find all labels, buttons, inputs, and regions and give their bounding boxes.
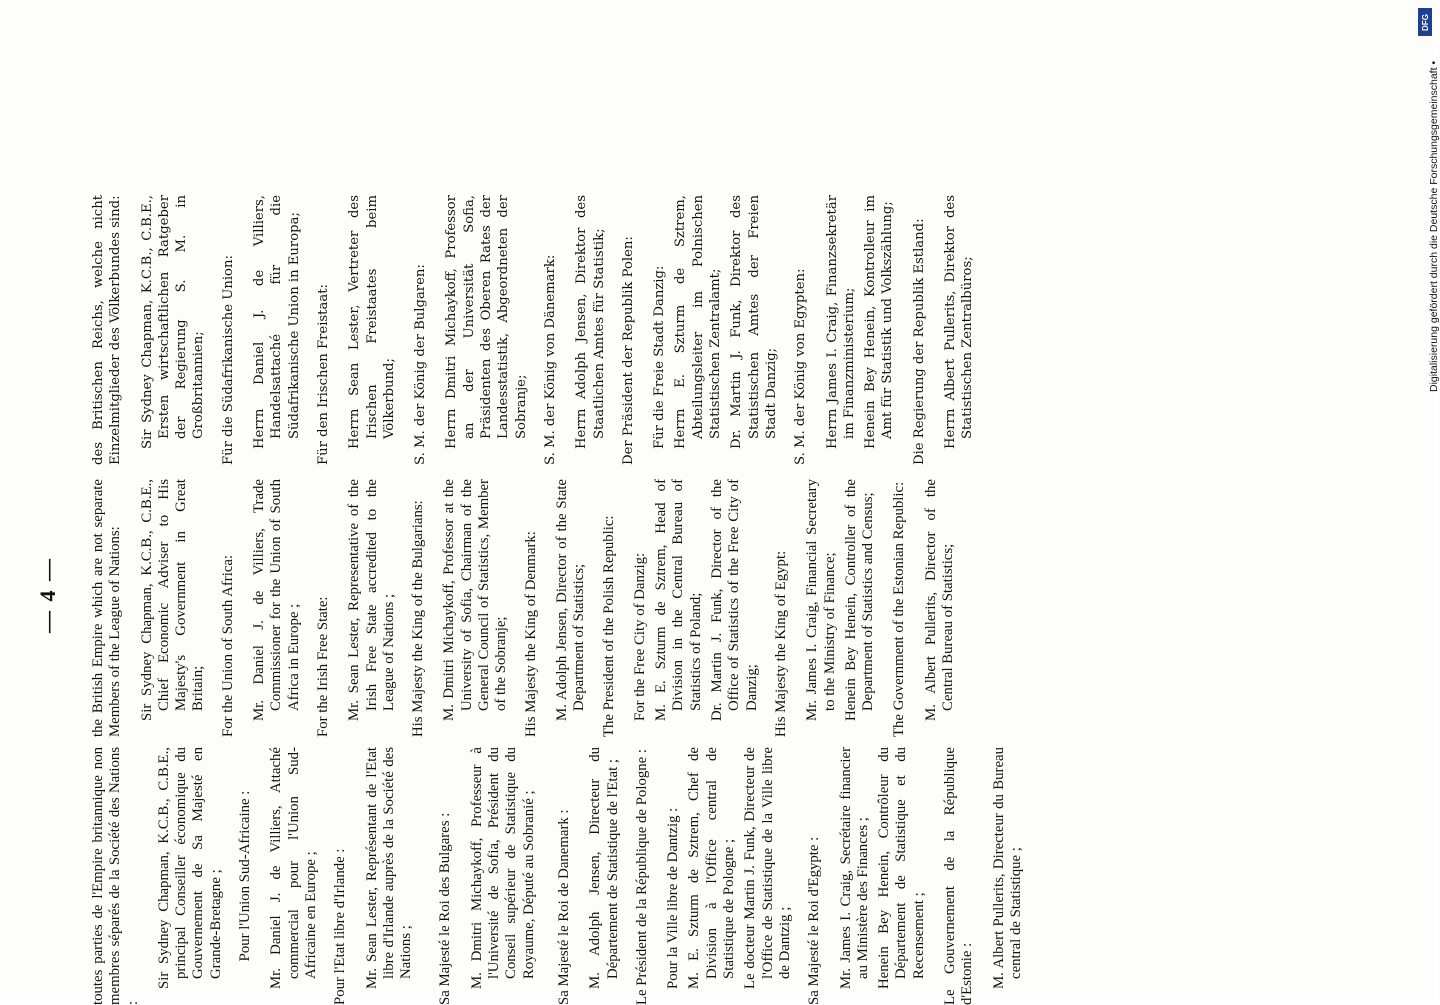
en-heading-danzig: For the Free City of Danzig: [631, 552, 648, 721]
en-villiers: Mr. Daniel J. de Villiers, Trade Commissioner for the Union of South Africa in Europe ; [251, 479, 302, 721]
en-michaykoff: M. Dmitri Michaykoff, Professor at the University of Sofia, Chairman of the General Council of Statistics, Member of the Sobranje; [441, 479, 510, 721]
document-page [35, 185, 1190, 1005]
en-heading-egypt: His Majesty the King of Egypt: [772, 550, 789, 737]
fr-szturm: M. E. Szturm de Sztrem, Chef de Division à l'Office central de Statistique de Pologne ; [686, 747, 738, 989]
en-craig: Mr. James I. Craig, Financial Secretary to the Ministry of Finance; [804, 479, 838, 721]
de-heading-danzig: Für die Freie Stadt Danzig: [652, 265, 668, 449]
en-heading-estonia: The Government of the Estonian Republic: [891, 481, 908, 737]
fr-intro: toutes parties de l'Empire britannique non membres séparés de la Société des Nations : [90, 747, 141, 1005]
de-heading-ireland: Für den Irischen Freistaat: [315, 284, 331, 465]
de-lester: Herrn Sean Lester, Vertreter des Irischen Freistaates beim Völkerbund; [347, 195, 397, 449]
en-szturm: M. E. Szturm de Sztrem, Head of Division in the Central Bureau of Statistics of Poland; [653, 479, 704, 721]
digitization-credit: Digitalisierung gefördert durch die Deutsche Forschungsgemeinschaft • [1428, 60, 1440, 392]
de-heading-egypt: S. M. der König von Egypten: [793, 268, 809, 465]
fr-craig: Mr. James I. Craig, Secrétaire financier au Ministère des Finances ; [837, 747, 871, 989]
de-szturm: Herrn E. Szturm de Sztrem, Abteilungsleiter im Polnischen Statistischen Zentralamt; [673, 195, 724, 449]
fr-heading-bulgaria: Sa Majesté le Roi des Bulgares : [437, 812, 454, 1005]
fr-funk: Le docteur Martin J. Funk, Directeur de l'Office de Statistique de la Ville libre de Dantzig ; [742, 747, 793, 989]
fr-heading-south-africa: Pour l'Union Sud-Africaine : [237, 790, 254, 962]
fr-heading-poland: Le Président de la République de Pologne : [633, 748, 650, 1005]
en-heading-poland: The President of the Polish Republic: [600, 515, 617, 737]
fr-michaykoff: M. Dmitri Michaykoff, Professeur à l'Université de Sofia, Président du Conseil supérieur de Statistique du Royaume, Député au Sobranié ; [468, 747, 537, 989]
en-heading-ireland: For the Irish Free State: [314, 596, 331, 737]
en-lester: Mr. Sean Lester, Representative of the Irish Free State accredited to the League of Nations ; [346, 479, 397, 721]
fr-jensen: M. Adolph Jensen, Directeur du Département de Statistique de l'Etat ; [587, 747, 621, 989]
de-heading-poland: Der Präsident der Republik Polen: [620, 236, 636, 465]
fr-heading-estonia: Le Gouvernement de la République d'Estonie : [941, 747, 976, 1005]
fr-henein: Henein Bey Henein, Contrôleur du Département de Statistique et du Recensement ; [876, 747, 927, 989]
de-henein: Henein Bey Henein, Kontrolleur im Amt für Statistik und Volkszählung; [863, 195, 896, 449]
de-funk: Dr. Martin J. Funk, Direktor des Statistischen Amtes der Freien Stadt Danzig; [729, 195, 779, 449]
en-henein: Henein Bey Henein, Controller of the Department of Statistics and Census; [842, 479, 877, 721]
de-heading-south-africa: Für die Südafrikanische Union: [220, 255, 236, 465]
en-heading-bulgaria: His Majesty the King of the Bulgarians: [410, 500, 427, 737]
fr-chapman: Sir Sydney Chapman, K.C.B., C.B.E., principal Conseiller économique du Gouvernement de Sa Majesté en Grande-Bretagne ; [155, 747, 224, 989]
de-heading-estonia: Die Regierung der Republik Estland: [911, 218, 927, 465]
fr-heading-egypt: Sa Majesté le Roi d'Egypte : [806, 836, 823, 1005]
french-column [90, 747, 1190, 1005]
dfg-logo: DFG [1418, 8, 1432, 36]
fr-heading-denmark: Sa Majesté le Roi de Danemark : [555, 809, 572, 1005]
fr-pullerits: M. Albert Pullerits, Directeur du Bureau central de Statistique ; [990, 747, 1024, 989]
de-pullerits: Herrn Albert Pullerits, Direktor des Statistischen Zentralbüros; [942, 195, 976, 449]
de-heading-denmark: S. M. der König von Dänemark: [542, 254, 558, 465]
de-chapman: Sir Sydney Chapman, K.C.B., C.B.E., Ersten wirtschaftlichen Ratgeber der Regierung S. M. in Großbritannien; [139, 195, 207, 449]
de-craig: Herrn James I. Craig, Finanzsekretär im Finanzministerium; [824, 195, 857, 449]
fr-heading-ireland: Pour l'Etat libre d'Irlande : [332, 848, 349, 1005]
de-michaykoff: Herrn Dmitri Michaykoff, Professor an der Universität Sofia, Präsidenten des Oberen Rates der Landesstatistik, Abgeordneten der Sobranje; [444, 195, 529, 449]
en-heading-south-africa: For the Union of South Africa: [219, 554, 236, 737]
de-villiers: Herrn Daniel J. de Villiers, Handelsattaché für die Südafrikanische Union in Europa; [252, 195, 302, 449]
de-jensen: Herrn Adolph Jensen, Direktor des Staatlichen Amtes für Statistik; [574, 195, 607, 449]
de-intro: des Britischen Reichs, welche nicht Einzelmitglieder des Völkerbundes sind: [91, 195, 124, 465]
fr-villiers: Mr. Daniel J. de Villiers, Attaché commercial pour l'Union Sud-Africaine en Europe ; [268, 747, 319, 989]
fr-heading-danzig: Pour la Ville libre de Dantzig : [665, 807, 682, 989]
de-heading-bulgaria: S. M. der König der Bulgaren: [413, 264, 429, 465]
en-pullerits: M. Albert Pullerits, Director of the Central Bureau of Statistics; [922, 479, 956, 721]
en-funk: Dr. Martin J. Funk, Director of the Office of Statistics of the Free City of Danzig; [709, 479, 760, 721]
en-chapman: Sir Sydney Chapman, K.C.B., C.B.E., Chief Economic Adviser to His Majesty's Government in Great Britain; [138, 479, 207, 721]
en-intro: the British Empire which are not separate Members of the League of Nations: [90, 479, 124, 737]
english-column [90, 479, 1190, 737]
en-heading-denmark: His Majesty the King of Denmark: [522, 531, 539, 737]
page-number: — 4 — [35, 557, 60, 633]
en-jensen: M. Adolph Jensen, Director of the State Department of Statistics; [553, 479, 588, 721]
german-column [90, 195, 1190, 465]
fr-lester: Mr. Sean Lester, Représentant de l'Etat libre d'Irlande auprès de la Société des Nations ; [363, 747, 415, 989]
